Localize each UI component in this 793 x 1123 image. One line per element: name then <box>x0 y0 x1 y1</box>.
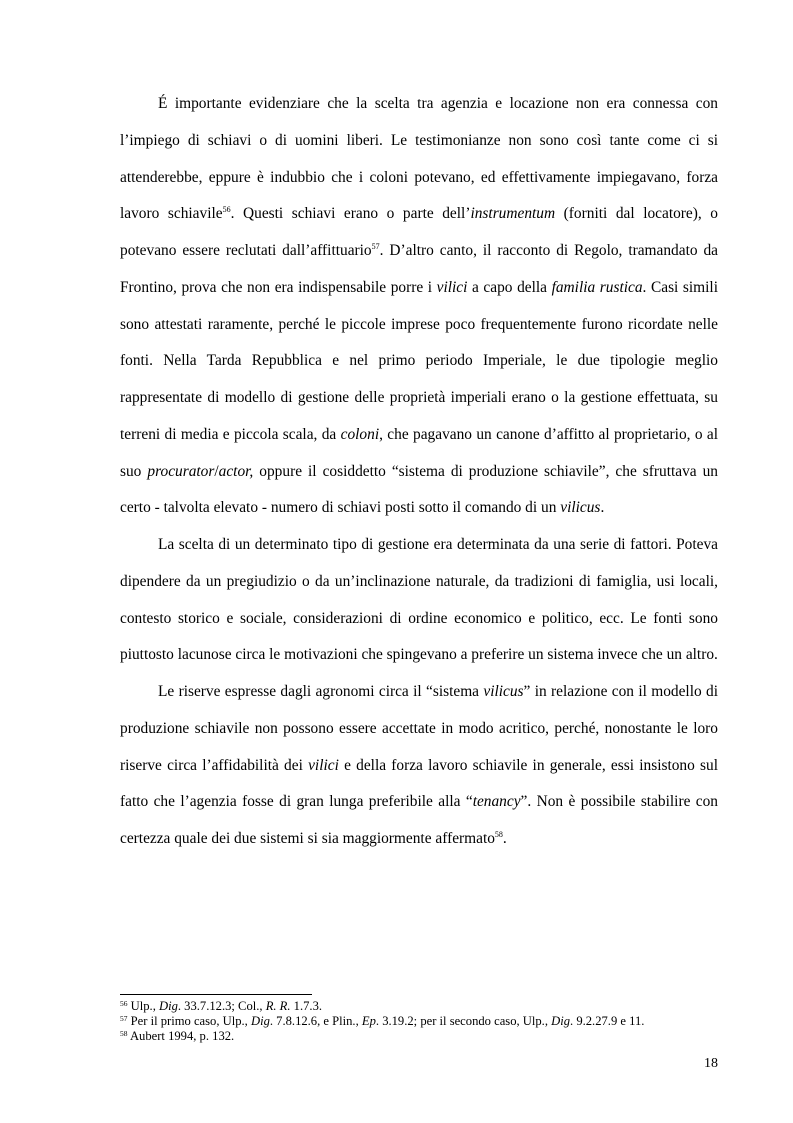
text-run: . Questi schiavi erano o parte dell’ <box>230 205 471 223</box>
page-number: 18 <box>704 1056 718 1071</box>
body-text <box>120 86 718 858</box>
paragraph <box>120 527 718 674</box>
text-run: Le riserve espresse dagli agronomi circa il “sistema <box>158 683 484 700</box>
italic-term: familia rustica <box>551 278 643 296</box>
italic-term: Dig <box>250 1014 270 1028</box>
footnote-separator <box>120 994 312 995</box>
text-run: / <box>214 462 219 480</box>
text-run: oppure il cosiddetto “sistema di produzione schiavile”, che sfruttava un certo - talvolta elevato - numero di schiavi posti sotto il comando di un <box>120 462 719 517</box>
text-run: , che pagavano un canone d’affitto al proprietario, o al suo <box>120 425 718 480</box>
text-run: . <box>502 830 507 847</box>
text-run: É importante evidenziare che la scelta tra agenzia e locazione non era connessa con l’impiego di schiavi o di uomini liberi. Le testimonianze non sono così tante come ci si attenderebbe, eppure è indubbio che i coloni potevano, ed effettivamente impiegavano, forza lavoro schiavile <box>120 95 718 223</box>
text-run: ”. Non è possibile stabilire con certezza quale dei due sistemi si sia maggiormente affermato <box>120 793 719 847</box>
footnote-number: 58 <box>120 1029 128 1038</box>
text-run: e della forza lavoro schiavile in generale, essi insistono sul fatto che l’agenzia fosse di gran lunga preferibile alla “ <box>120 756 718 811</box>
italic-term: vilici <box>308 756 339 774</box>
footnote-ref: 58 <box>494 830 503 839</box>
footnote <box>120 1029 718 1044</box>
footnote <box>120 1014 718 1029</box>
text-run: La scelta di un determinato tipo di gestione era determinata da una serie di fattori. Poteva dipendere da un pregiudizio o da un’inclinazione naturale, da tradizioni di famiglia, usi locali, contesto storico e sociale, considerazioni di ordine economico e politico, ecc. Le fonti sono piuttosto lacunose circa le motivazioni che spingevano a preferire un sistema invece che un altro. <box>120 536 718 664</box>
italic-term: tenancy <box>472 793 521 811</box>
text-run: Per il primo caso, Ulp., <box>127 1014 251 1028</box>
footnote-ref: 56 <box>222 205 231 215</box>
text-run: . 9.2.27.9 e 11. <box>570 1014 645 1028</box>
paragraph <box>120 674 718 858</box>
paragraph <box>120 86 718 527</box>
text-run: (forniti dal locatore), o potevano essere reclutati dall’affittuario <box>120 205 718 259</box>
text-run: Aubert 1994, p. 132. <box>127 1029 235 1043</box>
italic-term: R. R. <box>265 999 291 1013</box>
text-run: a capo della <box>467 278 552 296</box>
italic-term: Ep <box>361 1014 376 1028</box>
italic-term: procurator <box>147 462 215 480</box>
text-run: . 33.7.12.3; Col., <box>177 999 266 1013</box>
footnotes <box>120 999 718 1044</box>
text-run: Ulp., <box>127 999 159 1013</box>
text-run: 1.7.3. <box>290 999 323 1013</box>
footnote-number: 57 <box>120 1014 128 1023</box>
italic-term: vilicus <box>560 499 601 517</box>
italic-term: vilicus <box>483 683 524 700</box>
italic-term: Dig <box>158 999 178 1013</box>
text-run: . 7.8.12.6, e Plin., <box>269 1014 362 1028</box>
italic-term: coloni <box>340 425 380 443</box>
text-run: ” in relazione con il modello di produzione schiavile non possono essere accettate in modo acritico, perché, nonostante le loro riserve circa l’affidabilità dei <box>120 683 718 774</box>
text-run: . 3.19.2; per il secondo caso, Ulp., <box>375 1014 552 1028</box>
text-run: . Casi simili sono attestati raramente, perché le piccole imprese poco frequentemente furono ricordate nelle fonti. Nella Tarda Repubblica e nel primo periodo Imperiale, le due tipologie meglio rappresentate di modello di gestione delle proprietà imperiali erano o la gestione effettuata, su terreni di media e piccola scala, da <box>120 278 718 443</box>
italic-term: actor, <box>218 462 254 480</box>
italic-term: vilici <box>436 278 468 296</box>
footnote <box>120 999 718 1014</box>
italic-term: instrumentum <box>470 205 556 223</box>
text-run: . <box>600 499 605 517</box>
footnote-number: 56 <box>120 999 128 1008</box>
footnote-ref: 57 <box>371 242 380 251</box>
text-run: . D’altro canto, il racconto di Regolo, tramandato da Frontino, prova che non era indispensabile porre i <box>120 242 718 296</box>
italic-term: Dig <box>551 1014 571 1028</box>
